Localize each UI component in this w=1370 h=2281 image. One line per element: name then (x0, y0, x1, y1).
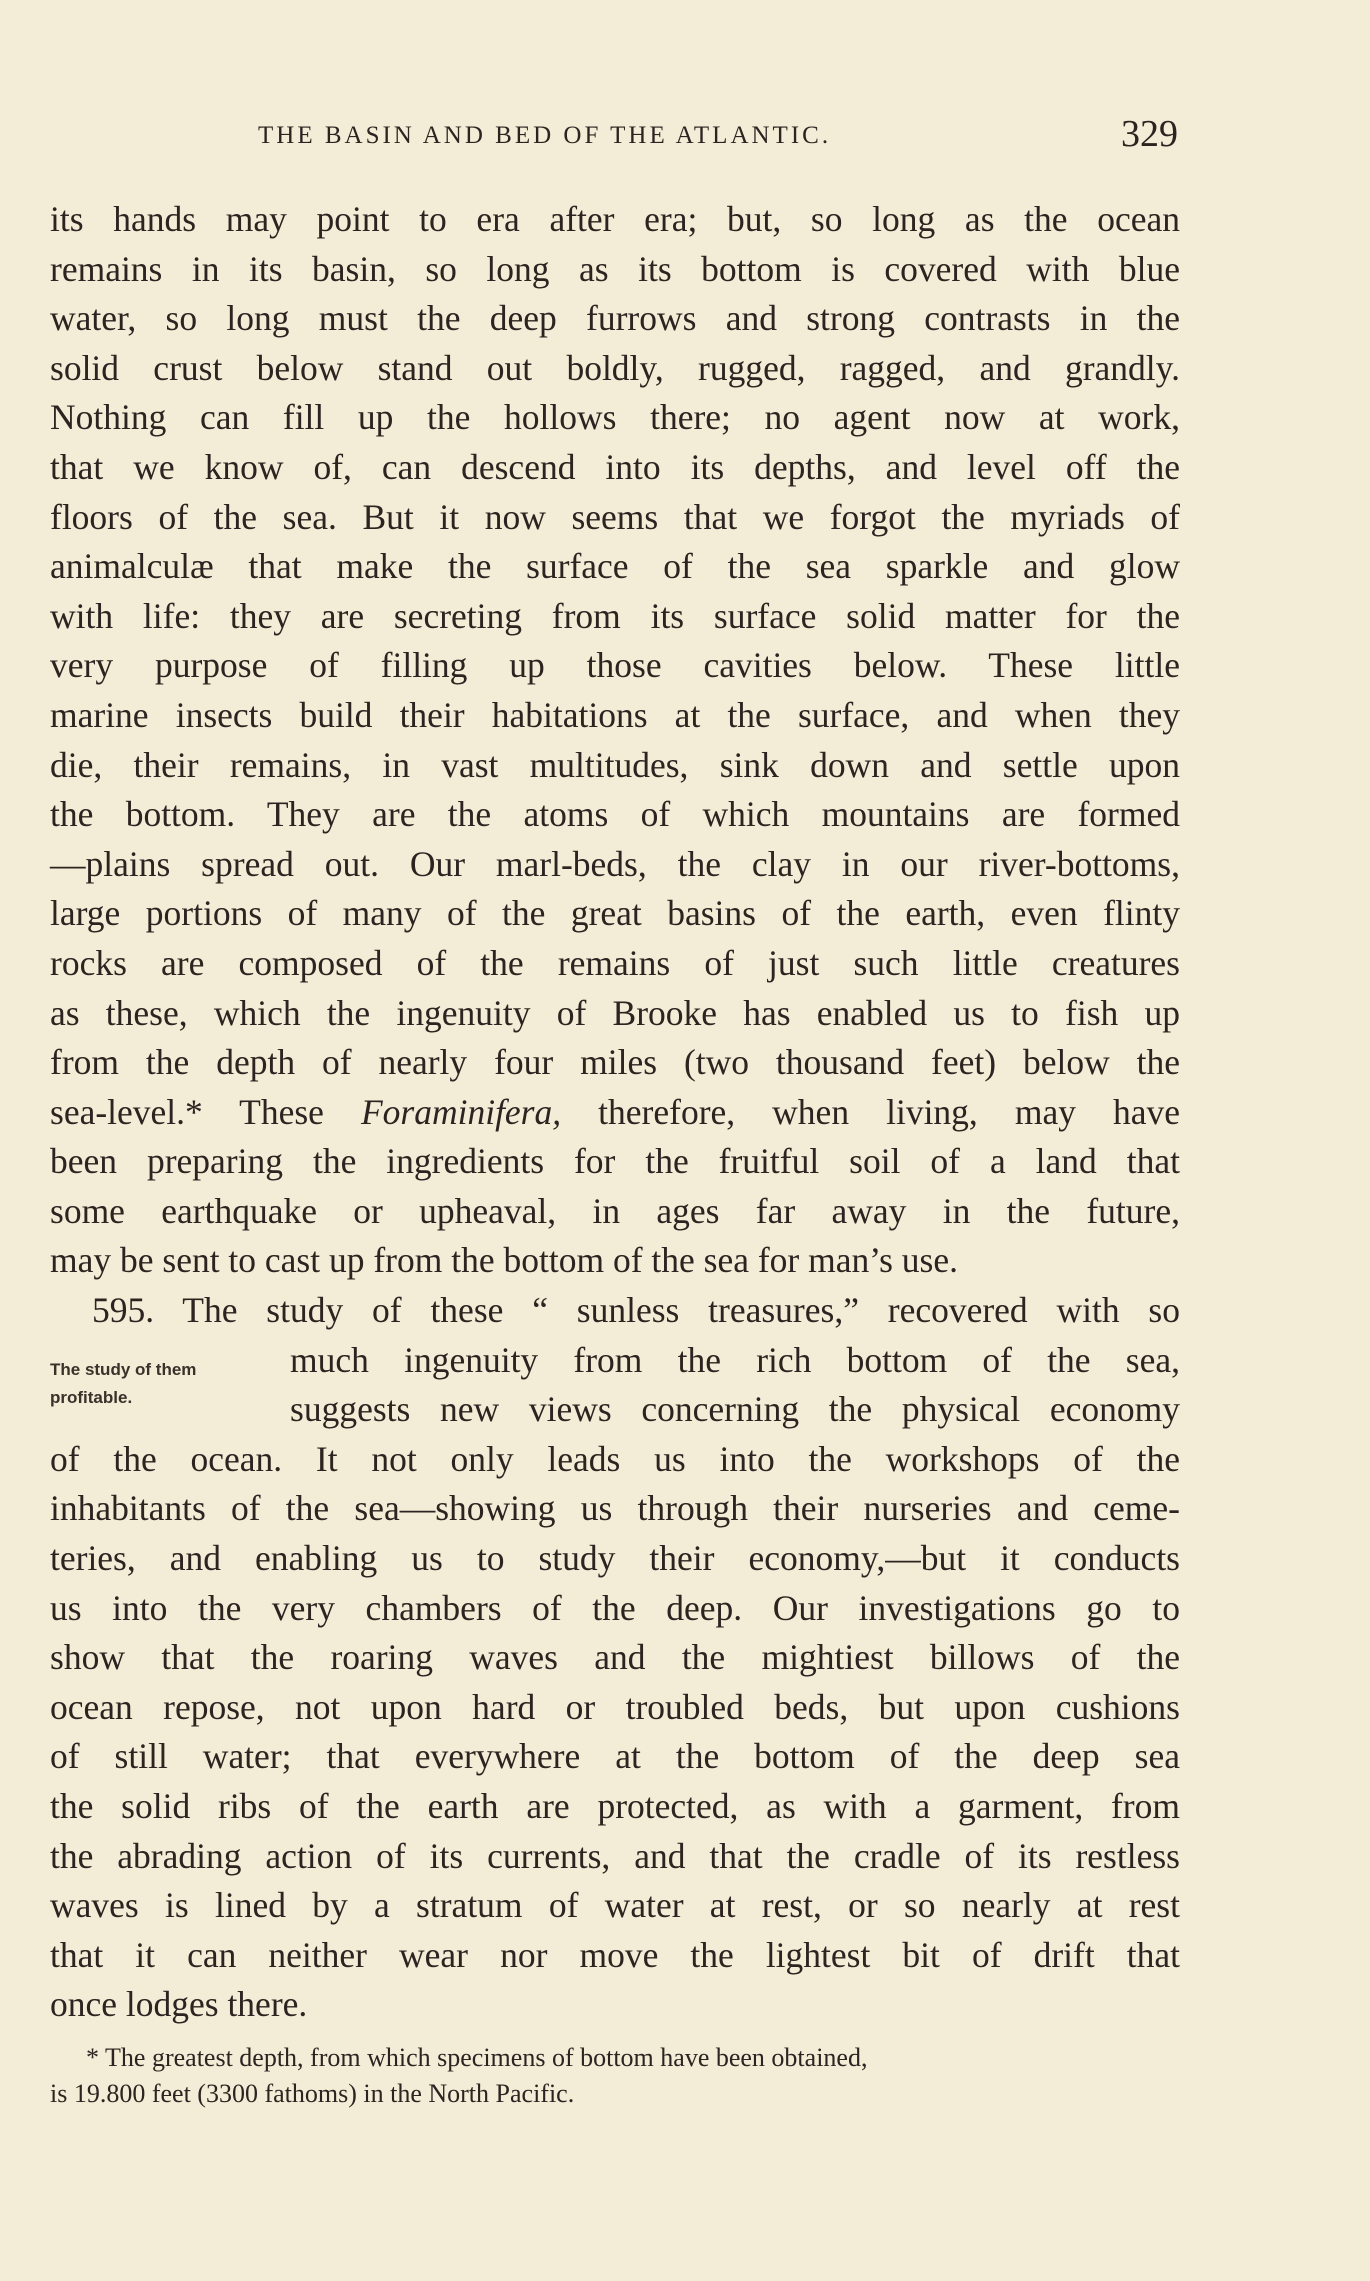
text-line-8: animalculæ that make the surface of the sea sparkle and glow (50, 546, 1180, 587)
running-head (258, 112, 1178, 162)
text-line-16: rocks are composed of the remains of just such little creatures (50, 942, 1180, 983)
text-line-19 (50, 1088, 1180, 1138)
text-line-11: marine insects build their habitations at the surface, and when they (50, 694, 1180, 735)
foraminifera-italic: Foraminifera, (360, 1091, 562, 1132)
text-line-2: remains in its basin, so long as its bottom is covered with blue (50, 248, 1180, 289)
text-line-13: the bottom. They are the atoms of which mountains are formed (50, 794, 1180, 835)
text-line-18: from the depth of nearly four miles (two thousand feet) below the (50, 1042, 1180, 1083)
text-line-14: —plains spread out. Our marl-beds, the clay in our river-bottoms, (50, 843, 1180, 884)
page-number: 329 (1121, 113, 1178, 155)
paragraph-595-line-9: ocean repose, not upon hard or troubled beds, but upon cushions (50, 1686, 1180, 1727)
text-line-19-before: sea-level.* These (50, 1091, 361, 1132)
paragraph-595-line-14: that it can neither wear nor move the lightest bit of drift that (50, 1934, 1180, 1975)
text-line-15: large portions of many of the great basins of the earth, even flinty (50, 893, 1180, 934)
paragraph-595-start: 595. The study of these “ sunless treasures,” recovered with so (92, 1290, 1180, 1331)
text-line-4: solid crust below stand out boldly, rugged, ragged, and grandly. (50, 347, 1180, 388)
paragraph-595-line-6: teries, and enabling us to study their economy,—but it conducts (50, 1538, 1180, 1579)
text-line-17: as these, which the ingenuity of Brooke has enabled us to fish up (50, 992, 1180, 1033)
paragraph-595-line-10: of still water; that everywhere at the bottom of the deep sea (50, 1736, 1180, 1777)
paragraph-595-line-11: the solid ribs of the earth are protected, as with a garment, from (50, 1786, 1180, 1826)
paragraph-595-line-2: much ingenuity from the rich bottom of the sea, (290, 1339, 1180, 1380)
paragraph-595-line-13: waves is lined by a stratum of water at rest, or so nearly at rest (50, 1885, 1180, 1926)
margin-note (50, 1356, 196, 1412)
text-line-19-after: therefore, when living, may have (561, 1091, 1180, 1132)
paragraph-595-line-5: inhabitants of the sea—showing us through their nurseries and ceme- (50, 1488, 1180, 1529)
paragraph-595-line-4: of the ocean. It not only leads us into the workshops of the (50, 1438, 1180, 1479)
footnote-line-2: is 19.800 feet (3300 fathoms) in the North Pacific. (50, 2079, 575, 2108)
text-line-1: its hands may point to era after era; but, so long as the ocean (50, 199, 1180, 239)
text-line-9: with life: they are secreting from its surface solid matter for the (50, 595, 1180, 636)
paragraph-595-line-12: the abrading action of its currents, and that the cradle of its restless (50, 1835, 1180, 1876)
text-line-12: die, their remains, in vast multitudes, sink down and settle upon (50, 744, 1180, 785)
text-line-6: that we know of, can descend into its depths, and level off the (50, 446, 1180, 487)
paragraph-595-last-line: once lodges there. (50, 1984, 308, 2025)
text-line-22: may be sent to cast up from the bottom of the sea for man’s use. (50, 1240, 958, 1281)
paragraph-595-line-8: show that the roaring waves and the mightiest billows of the (50, 1637, 1180, 1678)
text-line-3: water, so long must the deep furrows and strong contrasts in the (50, 298, 1180, 339)
text-line-10: very purpose of filling up those cavities below. These little (50, 645, 1180, 686)
text-line-21: some earthquake or upheaval, in ages far away in the future, (50, 1190, 1180, 1231)
footnote (50, 2040, 1180, 2112)
margin-note-line-1: The study of them (50, 1360, 197, 1379)
paragraph-595-line-3: suggests new views concerning the physical economy (290, 1389, 1180, 1430)
body-text (50, 195, 1180, 2030)
text-line-20: been preparing the ingredients for the fruitful soil of a land that (50, 1141, 1180, 1182)
margin-note-line-2: profitable. (50, 1388, 133, 1407)
running-title: THE BASIN AND BED OF THE ATLANTIC. (258, 122, 832, 149)
paragraph-595-line-7: us into the very chambers of the deep. Our investigations go to (50, 1587, 1180, 1628)
text-line-7: floors of the sea. But it now seems that we forgot the myriads of (50, 496, 1180, 537)
text-line-5: Nothing can fill up the hollows there; no agent now at work, (50, 397, 1180, 438)
footnote-line-1: * The greatest depth, from which specimens of bottom have been obtained, (86, 2043, 868, 2072)
